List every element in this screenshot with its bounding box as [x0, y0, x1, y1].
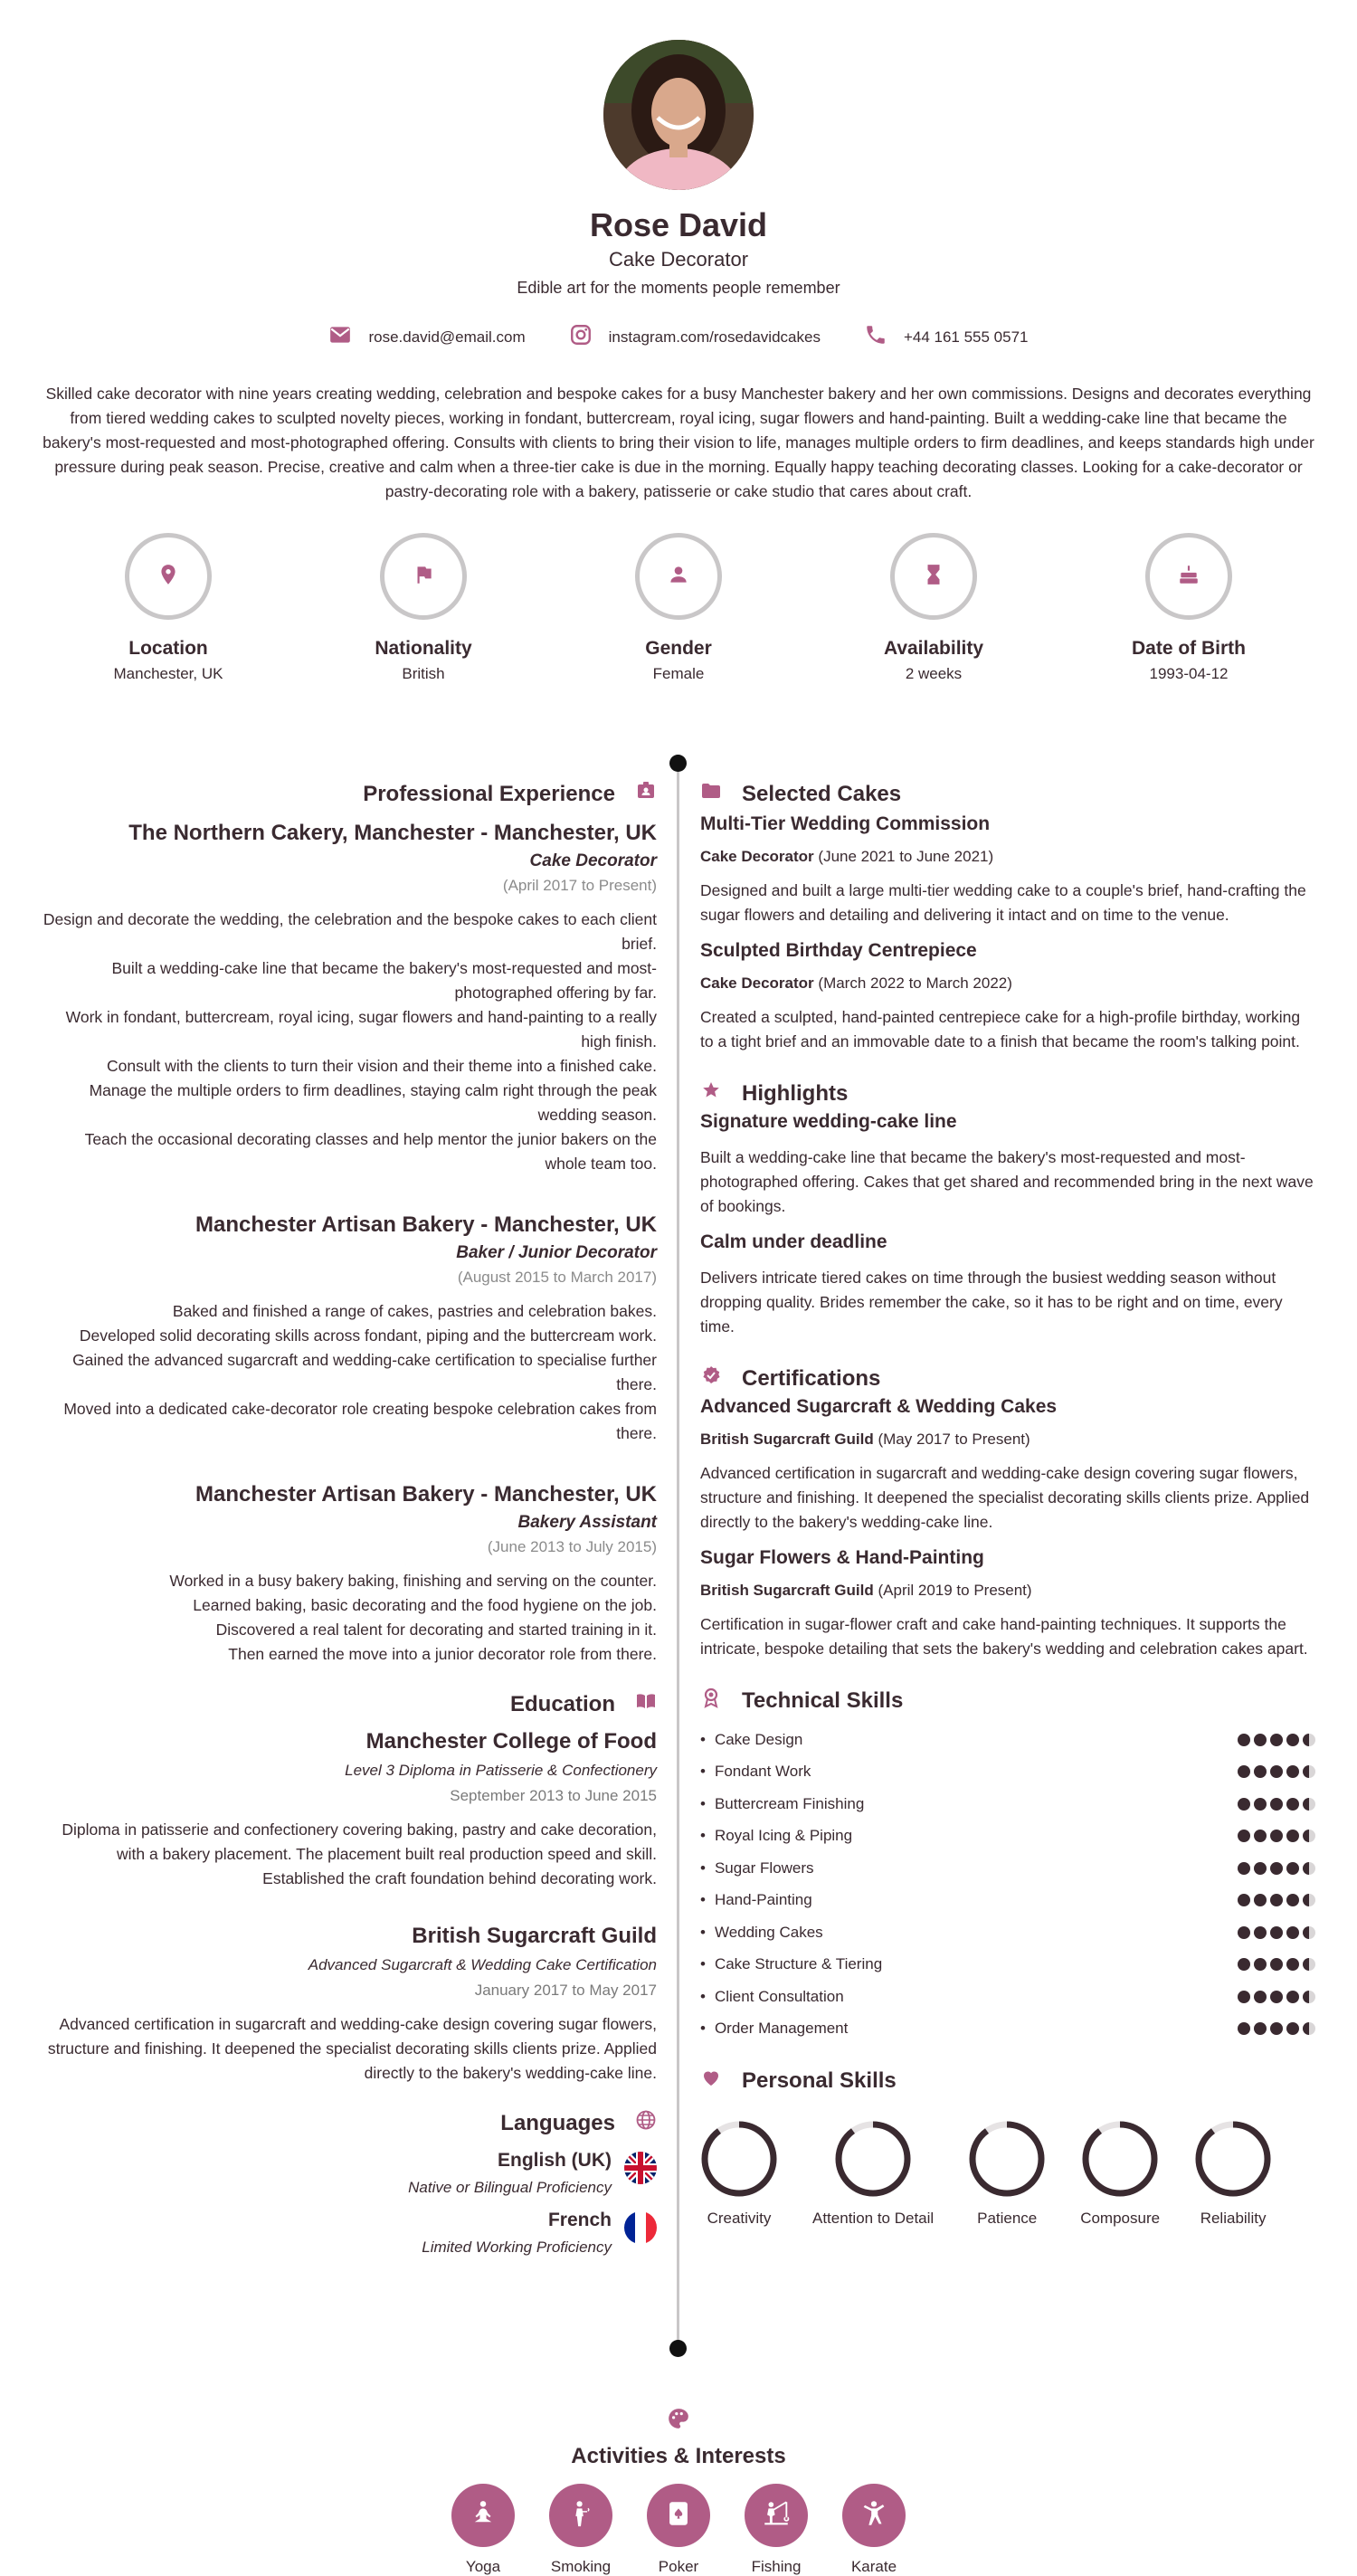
open-book-icon	[635, 1690, 657, 1718]
personal-skill	[1080, 2120, 1160, 2228]
rating-dot	[1238, 1926, 1250, 1939]
job-description	[42, 908, 657, 1176]
job-company: Manchester Artisan Bakery - Manchester, UK	[195, 1482, 657, 1507]
info-value: Female	[652, 665, 705, 682]
star-sparkle-icon	[700, 1079, 722, 1107]
certification-entry	[700, 1547, 1315, 1661]
education-description: Diploma in patisserie and confectionery covering baking, pastry and cake decoration, with a bakery placement. The placement built real production speed and skill. Established the craft foundation behind decorating work.	[62, 1820, 657, 1887]
job-line: Moved into a dedicated cake-decorator role creating bespoke celebration cakes from there.	[63, 1400, 657, 1442]
certification-org: British Sugarcraft Guild	[700, 1431, 874, 1448]
rating-dot	[1238, 1734, 1250, 1746]
rating-dot	[1270, 1894, 1283, 1906]
rating-dot	[1254, 1894, 1267, 1906]
job-line: Built a wedding-cake line that became the bakery's most-requested and most-photographed offering by far.	[111, 959, 657, 1002]
rating-dot	[1286, 1862, 1299, 1875]
project-meta	[700, 974, 1315, 993]
job-company: Manchester Artisan Bakery - Manchester, UK	[195, 1212, 657, 1237]
resume-header	[0, 0, 1357, 504]
skill-name: • Buttercream Finishing	[700, 1795, 864, 1813]
skill-row	[700, 1788, 1315, 1820]
activity-item	[549, 2484, 612, 2576]
cake-icon	[1177, 563, 1200, 591]
job-entry	[42, 821, 657, 1176]
location-pin-icon	[157, 563, 180, 591]
section-title: Personal Skills	[742, 2067, 897, 2093]
rating-dot	[1238, 1765, 1250, 1778]
education-date: September 2013 to June 2015	[450, 1787, 657, 1804]
activity-label: Karate	[850, 2558, 897, 2575]
info-availability	[872, 533, 995, 683]
skill-rating	[1238, 1958, 1315, 1971]
skill-name: • Royal Icing & Piping	[700, 1827, 852, 1845]
yoga-icon	[468, 2498, 498, 2533]
rating-dot	[1303, 1798, 1315, 1811]
id-badge-icon	[635, 780, 657, 808]
project-meta	[700, 848, 1315, 866]
job-line: Manage the multiple orders to firm deadlines, staying calm right through the peak wedding season.	[89, 1081, 657, 1124]
section-technical-skills	[700, 1687, 1315, 1715]
rating-dot	[1254, 1926, 1267, 1939]
rating-dot	[1303, 1765, 1315, 1778]
ring-fill	[1199, 2124, 1267, 2193]
rating-dot	[1270, 1765, 1283, 1778]
skill-rating	[1238, 1798, 1315, 1811]
skill-rating	[1238, 1894, 1315, 1906]
rating-dot	[1270, 1926, 1283, 1939]
rating-dot	[1270, 1830, 1283, 1842]
job-line: Learned baking, basic decorating and the food hygiene on the job.	[193, 1596, 657, 1614]
skill-row	[700, 1756, 1315, 1789]
skill-ring	[700, 2120, 778, 2198]
ring-fill	[705, 2124, 773, 2193]
rating-dot	[1286, 1958, 1299, 1971]
rating-dot	[1254, 1765, 1267, 1778]
section-highlights	[700, 1079, 1315, 1107]
rating-dot	[1270, 2022, 1283, 2035]
palette-icon	[667, 2419, 690, 2434]
highlight-title: Signature wedding-cake line	[700, 1111, 957, 1132]
project-date: (June 2021 to June 2021)	[818, 848, 994, 865]
rating-dot	[1303, 1862, 1315, 1875]
language-name: French	[547, 2210, 612, 2230]
project-entry	[700, 940, 1315, 1054]
section-professional-experience	[42, 780, 657, 808]
skill-rating	[1238, 1862, 1315, 1875]
award-ribbon-icon	[700, 1687, 722, 1715]
skill-name: • Cake Structure & Tiering	[700, 1955, 882, 1973]
job-role: Cake Decorator	[529, 851, 657, 870]
contact-email[interactable]	[328, 323, 525, 351]
info-label: Date of Birth	[1132, 638, 1246, 659]
instagram-icon	[569, 323, 593, 351]
resume-body	[0, 740, 1357, 2351]
rating-dot	[1238, 1798, 1250, 1811]
rating-dot	[1254, 1798, 1267, 1811]
activity-item	[842, 2484, 906, 2576]
skill-name: • Order Management	[700, 2020, 848, 2038]
profile-photo	[603, 40, 754, 190]
skill-name: • Cake Design	[700, 1731, 802, 1749]
personal-skill-label: Creativity	[707, 2210, 772, 2227]
personal-skill	[700, 2120, 778, 2228]
section-title: Activities & Interests	[571, 2444, 786, 2468]
left-column	[42, 780, 657, 2257]
france-flag-icon	[624, 2211, 657, 2244]
section-languages	[42, 2109, 657, 2137]
contact-email-text: rose.david@email.com	[368, 328, 526, 346]
skill-rating	[1238, 1734, 1315, 1746]
hourglass-icon	[922, 563, 945, 591]
section-activities	[0, 2407, 1357, 2576]
rating-dot	[1254, 1862, 1267, 1875]
job-line: Then earned the move into a junior decorator role from there.	[228, 1645, 657, 1663]
skill-row	[700, 1885, 1315, 1917]
certification-date: (April 2019 to Present)	[878, 1582, 1032, 1599]
certification-title: Advanced Sugarcraft & Wedding Cakes	[700, 1396, 1058, 1417]
activities-list	[0, 2484, 1357, 2576]
personal-skill-label: Composure	[1080, 2210, 1161, 2227]
certification-title: Sugar Flowers & Hand-Painting	[700, 1547, 984, 1568]
language-level: Native or Bilingual Proficiency	[408, 2179, 612, 2196]
rating-dot	[1286, 1830, 1299, 1842]
ring-fill	[1086, 2124, 1154, 2193]
job-date: (April 2017 to Present)	[502, 877, 657, 894]
certification-description: Certification in sugar-flower craft and cake hand-painting techniques. It supports the intricate, bespoke detailing that sets the bakery's wedding and celebration cakes apart.	[700, 1615, 1308, 1658]
contact-phone-text: +44 161 555 0571	[903, 328, 1029, 346]
rating-dot	[1303, 1830, 1315, 1842]
section-certifications	[700, 1364, 1315, 1393]
info-label: Availability	[883, 638, 984, 659]
job-line: Worked in a busy bakery baking, finishing and serving on the counter.	[169, 1572, 657, 1590]
karate-icon	[859, 2498, 889, 2533]
job-line: Work in fondant, buttercream, royal icing, sugar flowers and hand-painting to a really high finish.	[65, 1008, 657, 1050]
info-date-of-birth	[1127, 533, 1250, 683]
personal-skill	[1194, 2120, 1272, 2228]
rating-dot	[1238, 1894, 1250, 1906]
info-label: Gender	[645, 638, 712, 659]
skill-rating	[1238, 2022, 1315, 2035]
section-selected-cakes	[700, 780, 1315, 808]
job-line: Gained the advanced sugarcraft and wedding-cake certification to specialise further there.	[72, 1351, 657, 1393]
rating-dot	[1286, 1926, 1299, 1939]
rating-dot	[1270, 1862, 1283, 1875]
rating-dot	[1303, 1926, 1315, 1939]
smoking-icon	[565, 2498, 596, 2533]
candidate-title: Cake Decorator	[608, 248, 749, 271]
rating-dot	[1270, 1991, 1283, 2003]
skill-row	[700, 1820, 1315, 1853]
section-title: Technical Skills	[742, 1687, 904, 1713]
phone-icon	[864, 323, 887, 351]
activity-label: Fishing	[751, 2558, 802, 2575]
rating-dot	[1238, 1862, 1250, 1875]
skill-ring	[1194, 2120, 1272, 2198]
rating-dot	[1238, 2022, 1250, 2035]
certification-meta	[700, 1582, 1315, 1600]
skill-ring	[1081, 2120, 1159, 2198]
candidate-name: Rose David	[589, 206, 768, 243]
uk-flag-icon	[624, 2152, 657, 2184]
skill-row	[700, 2013, 1315, 2046]
heart-icon	[700, 2067, 722, 2095]
project-title: Sculpted Birthday Centrepiece	[700, 940, 977, 961]
job-line: Baked and finished a range of cakes, pastries and celebration bakes.	[172, 1302, 657, 1320]
activity-label: Yoga	[465, 2558, 501, 2575]
technical-skills-list	[700, 1724, 1315, 2045]
rating-dot	[1254, 1991, 1267, 2003]
highlight-description: Built a wedding-cake line that became the bakery's most-requested and most-photographed offering. Cakes that get shared and recommended bring in the next wave of bookings.	[700, 1148, 1314, 1215]
certification-description: Advanced certification in sugarcraft and wedding-cake design covering sugar flowers, structure and finishing. It deepened the specialist decorating skills clients prize. Applied directly to the bakery's wedding-cake line.	[700, 1464, 1310, 1531]
education-school: Manchester College of Food	[365, 1729, 657, 1754]
rating-dot	[1286, 1765, 1299, 1778]
section-title: Education	[509, 1691, 615, 1716]
rating-dot	[1303, 1734, 1315, 1746]
fishing-icon	[761, 2498, 792, 2533]
right-column	[700, 780, 1315, 2228]
skill-rating	[1238, 1926, 1315, 1939]
skill-rating	[1238, 1765, 1315, 1778]
job-line: Discovered a real talent for decorating and started training in it.	[215, 1621, 657, 1639]
certificate-badge-icon	[700, 1364, 722, 1393]
info-value: British	[402, 665, 445, 682]
job-role: Bakery Assistant	[517, 1513, 657, 1532]
job-line: Teach the occasional decorating classes and help mentor the junior bakers on the whole team too.	[84, 1130, 657, 1173]
rating-dot	[1254, 2022, 1267, 2035]
section-title: Certifications	[742, 1365, 881, 1391]
rating-dot	[1286, 2022, 1299, 2035]
contact-instagram-text: instagram.com/rosedavidcakes	[608, 328, 821, 346]
personal-skill	[968, 2120, 1046, 2228]
activity-item	[647, 2484, 710, 2576]
rating-dot	[1286, 1894, 1299, 1906]
rating-dot	[1286, 1734, 1299, 1746]
job-date: (August 2015 to March 2017)	[457, 1269, 657, 1286]
skill-row	[700, 1916, 1315, 1949]
personal-skill	[812, 2120, 934, 2228]
skill-name: • Hand-Painting	[700, 1891, 812, 1909]
job-entry	[42, 1212, 657, 1446]
job-line: Consult with the clients to turn their vision and their theme into a finished cake.	[107, 1057, 657, 1075]
rating-dot	[1303, 1991, 1315, 2003]
project-date: (March 2022 to March 2022)	[818, 974, 1012, 992]
activity-label: Poker	[658, 2558, 699, 2575]
education-entry	[42, 1729, 657, 1891]
section-title: Selected Cakes	[742, 781, 902, 806]
skill-row	[700, 1724, 1315, 1756]
language-entry	[42, 2150, 657, 2197]
info-nationality	[362, 533, 485, 683]
education-entry	[42, 1924, 657, 2086]
rating-dot	[1238, 1991, 1250, 2003]
education-date: January 2017 to May 2017	[474, 1982, 657, 1999]
rating-dot	[1286, 1798, 1299, 1811]
education-degree: Advanced Sugarcraft & Wedding Cake Certification	[308, 1956, 657, 1973]
skill-rating	[1238, 1830, 1315, 1842]
education-degree: Level 3 Diploma in Patisserie & Confectionery	[345, 1762, 657, 1779]
profile-summary: Skilled cake decorator with nine years creating wedding, celebration and bespoke cakes for a busy Manchester bakery and her own commissions. Designs and decorates everything from tiered wedding cakes to sculpted novelty pieces, working in fondant, buttercream, royal icing, sugar flowers and hand-painting. Built a wedding-cake line that became the bakery's most-requested and most-photographed offering. Consults with clients to bring their vision to life, manages multiple orders to firm deadlines, and keeps standards high under pressure during peak season. Precise, creative and calm when a three-tier cake is due in the morning. Equally happy teaching decorating classes. Looking for a cake-decorator or pastry-decorating role with a bakery, patisserie or cake studio that cares about craft.	[43, 385, 1314, 500]
skill-ring	[968, 2120, 1046, 2198]
skill-name: • Client Consultation	[700, 1988, 844, 2006]
ring-fill	[839, 2124, 907, 2193]
project-description: Created a sculpted, hand-painted centrepiece cake for a high-profile birthday, working to a tight brief and an immovable date to a finish that became the room's talking point.	[700, 1008, 1301, 1050]
folder-icon	[700, 780, 722, 808]
job-description	[42, 1299, 657, 1446]
activity-item	[745, 2484, 808, 2576]
highlight-entry	[700, 1111, 1315, 1219]
section-personal-skills	[700, 2067, 1315, 2095]
rating-dot	[1270, 1734, 1283, 1746]
education-description: Advanced certification in sugarcraft and wedding-cake design covering sugar flowers, structure and finishing. It deepened the specialist decorating skills clients prize. Applied directly to the bakery's wedding-cake line.	[47, 2015, 657, 2082]
certification-meta	[700, 1431, 1315, 1449]
certification-entry	[700, 1396, 1315, 1535]
personal-skill-label: Reliability	[1200, 2210, 1267, 2227]
rating-dot	[1303, 1894, 1315, 1906]
language-entry	[42, 2210, 657, 2257]
job-entry	[42, 1482, 657, 1667]
skill-ring	[834, 2120, 912, 2198]
project-entry	[700, 813, 1315, 927]
job-line: Developed solid decorating skills across fondant, piping and the buttercream work.	[79, 1326, 657, 1345]
flag-icon	[412, 563, 435, 591]
skill-row	[700, 1981, 1315, 2013]
project-role: Cake Decorator	[700, 848, 814, 865]
info-value: Manchester, UK	[113, 665, 223, 682]
info-value: 2 weeks	[905, 665, 963, 682]
section-title: Highlights	[742, 1080, 849, 1106]
project-title: Multi-Tier Wedding Commission	[700, 813, 991, 834]
person-icon	[667, 563, 690, 591]
info-value: 1993-04-12	[1149, 665, 1229, 682]
skill-name: • Sugar Flowers	[700, 1859, 814, 1877]
rating-dot	[1286, 1991, 1299, 2003]
job-date: (June 2013 to July 2015)	[487, 1538, 657, 1555]
job-company: The Northern Cakery, Manchester - Manchester, UK	[128, 821, 657, 845]
education-school: British Sugarcraft Guild	[412, 1924, 657, 1948]
language-level: Limited Working Proficiency	[422, 2239, 612, 2256]
personal-skills-list	[700, 2120, 1315, 2228]
job-line: Design and decorate the wedding, the celebration and the bespoke cakes to each client brief.	[43, 910, 657, 953]
certification-org: British Sugarcraft Guild	[700, 1582, 874, 1599]
email-icon	[328, 323, 352, 351]
skill-name: • Fondant Work	[700, 1763, 811, 1781]
activity-item	[451, 2484, 515, 2576]
skill-name: • Wedding Cakes	[700, 1924, 823, 1942]
candidate-tagline: Edible art for the moments people remember	[517, 279, 840, 297]
job-description	[42, 1569, 657, 1667]
personal-info-row	[0, 533, 1357, 683]
rating-dot	[1254, 1958, 1267, 1971]
timeline-dot-bottom	[669, 2340, 687, 2357]
poker-card-icon	[663, 2498, 694, 2533]
certification-date: (May 2017 to Present)	[878, 1431, 1030, 1448]
info-label: Location	[128, 638, 208, 659]
contact-bar	[0, 323, 1357, 351]
personal-skill-label: Patience	[977, 2210, 1038, 2227]
skill-rating	[1238, 1991, 1315, 2003]
contact-phone[interactable]	[864, 323, 1029, 351]
highlight-description: Delivers intricate tiered cakes on time through the busiest wedding season without dropping quality. Brides remember the cake, so it has to be right and on time, every time.	[700, 1269, 1283, 1336]
section-education	[42, 1690, 657, 1718]
timeline-dot-top	[669, 755, 687, 772]
rating-dot	[1238, 1958, 1250, 1971]
rating-dot	[1254, 1734, 1267, 1746]
ring-fill	[973, 2124, 1041, 2193]
rating-dot	[1303, 2022, 1315, 2035]
project-role: Cake Decorator	[700, 974, 814, 992]
project-description: Designed and built a large multi-tier wedding cake to a couple's brief, hand-crafting the sugar flowers and detailing and delivering it intact and on time to the venue.	[700, 881, 1306, 924]
rating-dot	[1270, 1958, 1283, 1971]
personal-skill-label: Attention to Detail	[812, 2210, 935, 2227]
highlight-entry	[700, 1231, 1315, 1339]
rating-dot	[1270, 1798, 1283, 1811]
skill-row	[700, 1852, 1315, 1885]
info-location	[107, 533, 230, 683]
highlight-title: Calm under deadline	[700, 1231, 887, 1252]
section-title: Professional Experience	[363, 781, 615, 806]
timeline-divider	[677, 755, 679, 2342]
rating-dot	[1254, 1830, 1267, 1842]
rating-dot	[1303, 1958, 1315, 1971]
info-label: Nationality	[375, 638, 472, 659]
rating-dot	[1238, 1830, 1250, 1842]
activity-label: Smoking	[550, 2558, 612, 2575]
job-role: Baker / Junior Decorator	[456, 1243, 657, 1262]
section-title: Languages	[500, 2110, 615, 2135]
language-name: English (UK)	[498, 2150, 612, 2171]
globe-icon	[635, 2109, 657, 2137]
skill-row	[700, 1949, 1315, 1982]
contact-instagram[interactable]	[569, 323, 821, 351]
info-gender	[617, 533, 740, 683]
